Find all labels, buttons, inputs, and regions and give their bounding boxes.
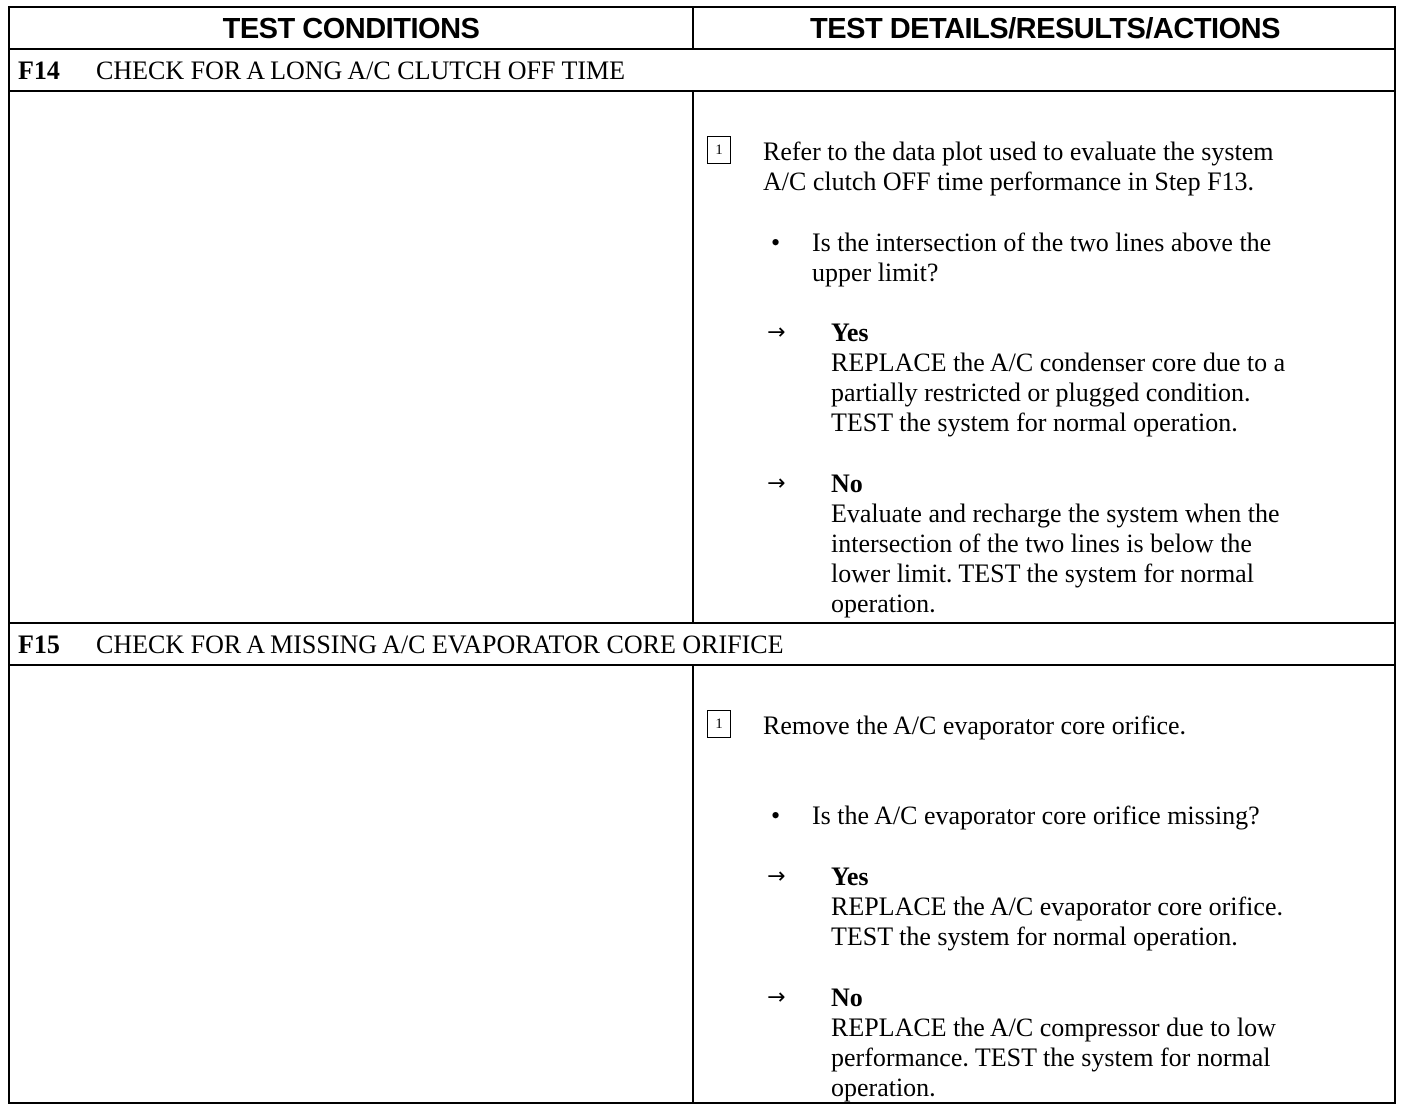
step-f15-number: F15 — [18, 630, 60, 659]
step-f15-instruction — [763, 711, 1186, 741]
no-label: No — [831, 983, 863, 1012]
step-f14-no-result — [831, 469, 1280, 619]
step-f15-yes-result — [831, 862, 1283, 952]
step-f14-number: F14 — [18, 56, 60, 85]
step-f15-title: CHECK FOR A MISSING A/C EVAPORATOR CORE ORIFICE — [96, 630, 784, 659]
result-line: REPLACE the A/C condenser core due to a — [831, 348, 1286, 377]
step-f14-question — [812, 228, 1271, 288]
instruction-line: Refer to the data plot used to evaluate the system — [763, 137, 1274, 166]
yes-label: Yes — [831, 318, 869, 347]
column-divider — [692, 666, 694, 1104]
step-f14-conditions-cell — [10, 92, 692, 622]
step-f15-substep-box: 1 — [707, 710, 731, 738]
step-f14-title-row — [18, 50, 625, 90]
arrow-right-icon: → — [767, 471, 786, 496]
step-f15-question — [812, 801, 1260, 831]
column-divider — [692, 8, 694, 48]
result-line: lower limit. TEST the system for normal — [831, 559, 1254, 588]
step-f15-no-result — [831, 983, 1276, 1103]
result-line: operation. — [831, 1073, 936, 1102]
arrow-right-icon: → — [767, 864, 786, 889]
instruction-line: Remove the A/C evaporator core orifice. — [763, 711, 1187, 740]
no-label: No — [831, 469, 863, 498]
result-line: REPLACE the A/C evaporator core orifice. — [831, 892, 1283, 921]
result-line: operation. — [831, 589, 936, 618]
result-line: Evaluate and recharge the system when the — [831, 499, 1280, 528]
step-f14-yes-result — [831, 318, 1285, 438]
result-line: performance. TEST the system for normal — [831, 1043, 1271, 1072]
result-line: partially restricted or plugged condition. — [831, 378, 1251, 407]
arrow-right-icon: → — [767, 320, 786, 345]
result-line: REPLACE the A/C compressor due to low — [831, 1013, 1276, 1042]
step-f14-substep-box: 1 — [707, 136, 731, 164]
arrow-right-icon: → — [767, 985, 786, 1010]
step-f15-conditions-cell — [10, 666, 692, 1104]
header-test-conditions: TEST CONDITIONS — [222, 13, 480, 45]
question-line: upper limit? — [812, 258, 939, 287]
column-divider — [692, 92, 694, 622]
instruction-line: A/C clutch OFF time performance in Step F13. — [763, 167, 1255, 196]
bullet-icon: • — [771, 801, 781, 830]
step-f15-title-row — [18, 624, 783, 664]
yes-label: Yes — [831, 862, 869, 891]
step-f14-title: CHECK FOR A LONG A/C CLUTCH OFF TIME — [96, 56, 625, 85]
result-line: TEST the system for normal operation. — [831, 922, 1238, 951]
test-table — [8, 6, 1396, 1104]
step-f14-instruction — [763, 137, 1273, 197]
header-test-details: TEST DETAILS/RESULTS/ACTIONS — [810, 13, 1280, 45]
question-line: Is the A/C evaporator core orifice missing? — [812, 801, 1260, 830]
result-line: intersection of the two lines is below the — [831, 529, 1252, 558]
bullet-icon: • — [771, 228, 781, 257]
result-line: TEST the system for normal operation. — [831, 408, 1238, 437]
question-line: Is the intersection of the two lines above the — [812, 228, 1272, 257]
